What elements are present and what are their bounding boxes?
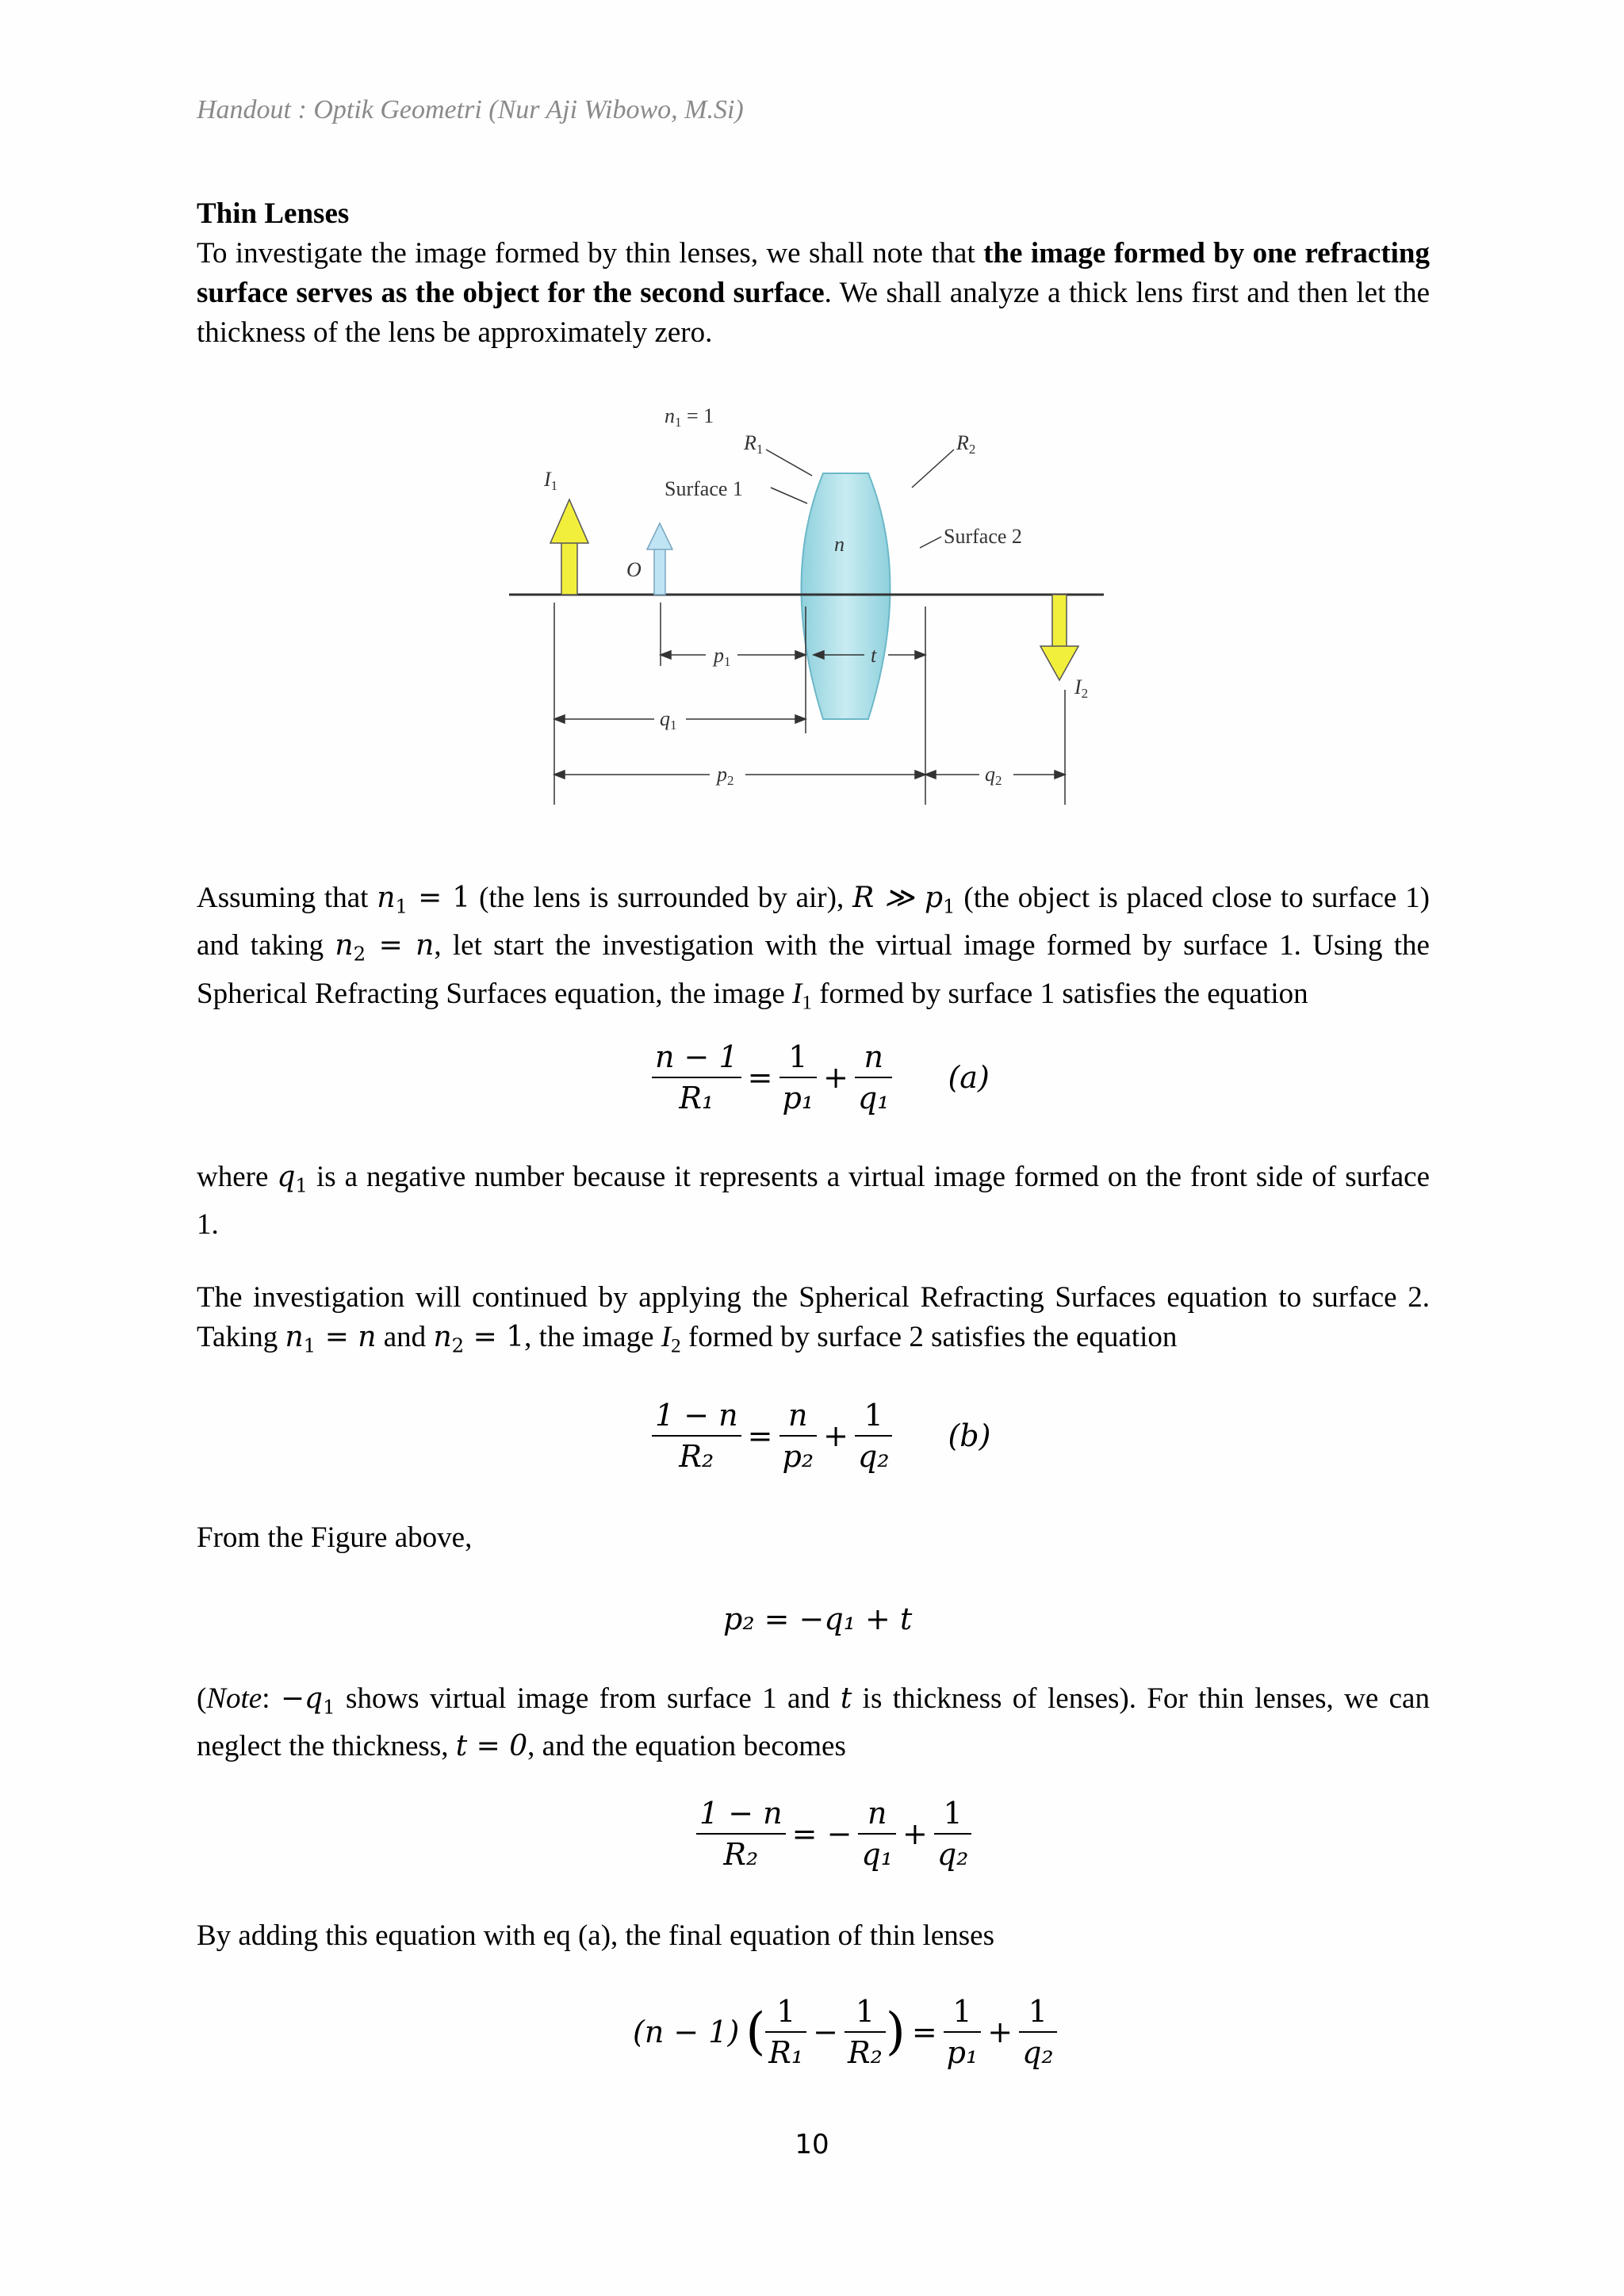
para1-text-e: formed by surface 1 satisfies the equation — [811, 977, 1308, 1010]
surface2-label: Surface 2 — [944, 525, 1022, 548]
p1-label: p1 — [714, 644, 731, 669]
t-label: t — [871, 644, 877, 667]
para1-text-c: (the object is placed close to surface 1) and taking — [197, 882, 1430, 962]
paragraph-adding: By adding this equation with eq (a), the final equation of thin lenses — [197, 1919, 994, 1952]
equation-b-label: (b) — [948, 1418, 991, 1453]
lens-shape — [802, 473, 891, 719]
para1-text-b: (the lens is surrounded by air), — [470, 882, 853, 914]
page-number: 10 — [795, 2129, 829, 2160]
q2-label: q2 — [985, 763, 1002, 788]
R1-label: R1 — [744, 431, 764, 457]
index-n-label: n — [834, 533, 845, 556]
math-R-much-greater-p1: R ≫ $p_1$ — [852, 882, 956, 918]
para1-text-d: , let start the investigation with the virtual image formed by surface 1. Using the Spherical Refracting Surfaces equation, the image — [197, 929, 1430, 1010]
intro-bold-text: the image formed by one refracting surface serves as the object for the second surface — [197, 237, 1430, 309]
R2-label: R2 — [956, 431, 976, 457]
math-n1: $n_1 = 1$ — [377, 882, 471, 918]
q1-label: q1 — [660, 707, 677, 733]
thick-lens-figure — [500, 392, 1134, 821]
equation-thin-lens: (n − 1) ( $\frac{1}{\text{R₁}}$ − $\frac{1}{\text{R₂}}$ ) = $\frac{1}{\text{p₁}}$ + $\frac{1}{\text{q₂}}$ — [626, 1992, 1057, 2072]
surface1-label: Surface 1 — [665, 477, 743, 500]
equation-b: $\frac{1 - n}{\text{R₂}}$ = $\frac{n}{\text{p₂}}$ + $\frac{1}{\text{q₂}}$ (b) — [652, 1395, 990, 1476]
paragraph-assumptions — [197, 878, 1430, 1023]
O-label: O — [626, 558, 642, 581]
n1-label: n1 = 1 — [665, 404, 714, 430]
p2-label: p2 — [717, 763, 734, 788]
image-I1-text: $I_1$ — [792, 977, 812, 1014]
math-n2: $n_2 = n$ — [335, 929, 435, 966]
paragraph-note: (Note: $-q_1$ shows virtual image from surface 1 and t is thickness of lenses). For thin lenses, we can neglect the thickness, t = 0, and the equation becomes — [197, 1682, 1430, 1763]
running-header: Handout : Optik Geometri (Nur Aji Wibowo, M.Si) — [197, 95, 744, 124]
equation-a-label: (a) — [948, 1060, 990, 1095]
equation-thin-surface2: $\frac{1 - n}{\text{R₂}}$ = − $\frac{n}{\text{q₁}}$ + $\frac{1}{\text{q₂}}$ — [696, 1793, 971, 1874]
intro-text-a: To investigate the image formed by thin lenses, we shall note that — [197, 237, 984, 270]
section-heading: Thin Lenses — [197, 197, 350, 230]
equation-a: $\frac{n - 1}{\text{R₁}}$ = $\frac{1}{\text{p₁}}$ + $\frac{n}{\text{q₁}}$ (a) — [652, 1037, 990, 1118]
I1-label: I1 — [544, 468, 558, 493]
image-I1-arrow — [550, 499, 588, 595]
object-O-arrow — [647, 523, 672, 595]
equation-p2: p₂ = −q₁ + t — [723, 1601, 913, 1636]
paragraph-surface2: The investigation will continued by applying the Spherical Refracting Surfaces equation to surface 2. Taking $n_1 = n$ and $n_2 = 1$, the image $I_2$ formed by surface 2 satisfies the equation — [197, 1281, 1430, 1357]
intro-section — [197, 194, 1430, 353]
intro-paragraph — [197, 234, 1430, 353]
paragraph-where-q1: where $q_1$ is a negative number because it represents a virtual image formed on the front side of surface 1. — [197, 1161, 1431, 1242]
intro-text-b: . We shall analyze a thick lens first and then let the thickness of the lens be approximately zero. — [197, 277, 1430, 349]
I2-label: I2 — [1074, 675, 1089, 701]
para1-text-a: Assuming that — [197, 882, 377, 914]
paragraph-from-figure: From the Figure above, — [197, 1521, 473, 1554]
image-I2-arrow — [1040, 595, 1078, 680]
